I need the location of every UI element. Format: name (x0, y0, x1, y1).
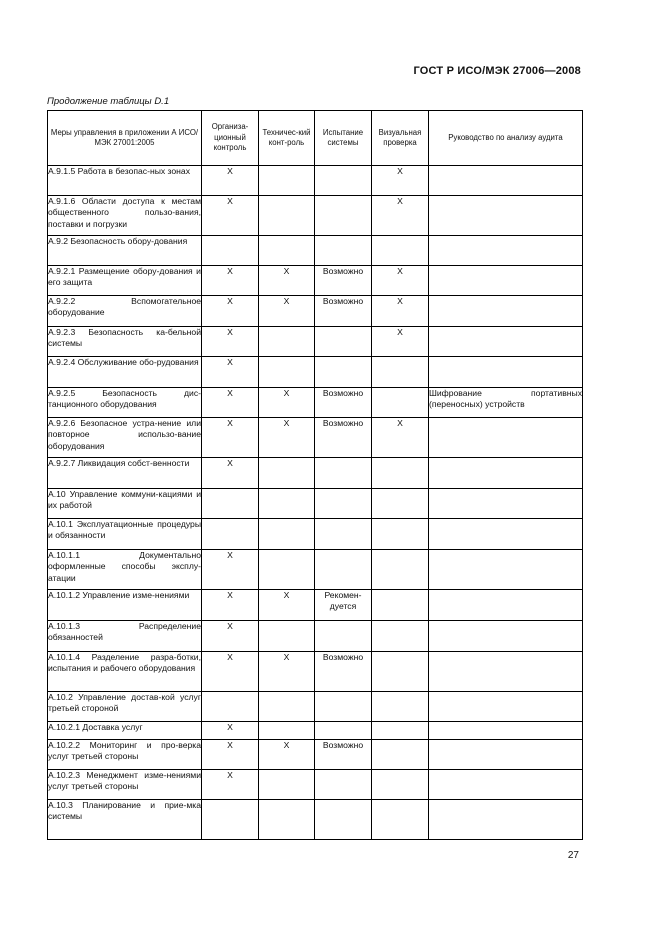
table-row (48, 357, 583, 388)
table-row (48, 196, 583, 236)
system-test-cell (315, 770, 372, 800)
organizational-cell: X (202, 266, 259, 296)
measure-cell: А.10.2.3 Менеджмент изме-нениями услуг третьей стороны (48, 770, 202, 800)
visual-check-cell: X (372, 266, 429, 296)
table-header-row (48, 111, 583, 166)
system-test-cell: Возможно (315, 266, 372, 296)
organizational-cell (202, 800, 259, 840)
measure-cell: А.10.2.2 Мониторинг и про-верка услуг третьей стороны (48, 740, 202, 770)
table-row (48, 236, 583, 266)
technical-cell: X (259, 740, 315, 770)
technical-cell (259, 166, 315, 196)
organizational-cell: X (202, 296, 259, 327)
measure-cell: А.9.1.5 Работа в безопас-ных зонах (48, 166, 202, 196)
visual-check-cell (372, 236, 429, 266)
technical-cell (259, 196, 315, 236)
measure-cell: А.10.1.4 Разделение разра-ботки, испытания и рабочего оборудования (48, 652, 202, 692)
column-header-measures: Меры управления в приложении А ИСО/МЭК 27001:2005 (48, 111, 202, 166)
column-header-system-test: Испытание системы (315, 111, 372, 166)
audit-guidance-cell (429, 652, 583, 692)
table-row (48, 166, 583, 196)
table-row (48, 722, 583, 740)
table-row (48, 519, 583, 550)
table-row (48, 266, 583, 296)
column-header-audit-guidance: Руководство по анализу аудита (429, 111, 583, 166)
visual-check-cell: X (372, 296, 429, 327)
measure-cell: А.9.2.7 Ликвидация собст-венности (48, 458, 202, 489)
audit-guidance-cell (429, 722, 583, 740)
system-test-cell: Возможно (315, 652, 372, 692)
system-test-cell (315, 489, 372, 519)
audit-guidance-cell (429, 621, 583, 652)
table-row (48, 296, 583, 327)
visual-check-cell (372, 770, 429, 800)
system-test-cell (315, 550, 372, 590)
table-row (48, 770, 583, 800)
technical-cell: X (259, 388, 315, 418)
technical-cell (259, 692, 315, 722)
system-test-cell (315, 166, 372, 196)
technical-cell: X (259, 590, 315, 621)
technical-cell (259, 770, 315, 800)
system-test-cell (315, 357, 372, 388)
measure-cell: А.9.2.2 Вспомогательное оборудование (48, 296, 202, 327)
visual-check-cell (372, 357, 429, 388)
organizational-cell: X (202, 770, 259, 800)
table-row (48, 388, 583, 418)
organizational-cell (202, 236, 259, 266)
technical-cell: X (259, 418, 315, 458)
audit-guidance-cell (429, 770, 583, 800)
measure-cell: А.10.2.1 Доставка услуг (48, 722, 202, 740)
column-header-technical: Техничес-кий конт-роль (259, 111, 315, 166)
table-row (48, 458, 583, 489)
table-row (48, 621, 583, 652)
audit-guidance-cell (429, 266, 583, 296)
system-test-cell (315, 327, 372, 357)
organizational-cell: X (202, 722, 259, 740)
measure-cell: А.9.2.4 Обслуживание обо-рудования (48, 357, 202, 388)
visual-check-cell (372, 489, 429, 519)
audit-guidance-cell (429, 740, 583, 770)
technical-cell (259, 800, 315, 840)
system-test-cell: Возможно (315, 388, 372, 418)
system-test-cell (315, 458, 372, 489)
page-number: 27 (567, 850, 579, 861)
system-test-cell: Возможно (315, 740, 372, 770)
technical-cell (259, 621, 315, 652)
audit-guidance-cell (429, 590, 583, 621)
measure-cell: А.9.2.3 Безопасность ка-бельной системы (48, 327, 202, 357)
system-test-cell: Рекомен-дуется (315, 590, 372, 621)
audit-guidance-cell: Шифрование портативных (переносных) устройств (429, 388, 583, 418)
column-header-visual-check: Визуальная проверка (372, 111, 429, 166)
visual-check-cell (372, 800, 429, 840)
measure-cell: А.9.1.6 Области доступа к местам общественного пользо-вания, поставки и погрузки (48, 196, 202, 236)
organizational-cell: X (202, 388, 259, 418)
document-standard-header: ГОСТ Р ИСО/МЭК 27006—2008 (413, 65, 581, 77)
organizational-cell: X (202, 357, 259, 388)
table-row (48, 652, 583, 692)
system-test-cell (315, 519, 372, 550)
audit-guidance-cell (429, 418, 583, 458)
audit-guidance-cell (429, 327, 583, 357)
technical-cell (259, 550, 315, 590)
table-row (48, 327, 583, 357)
audit-guidance-cell (429, 458, 583, 489)
measure-cell: А.9.2.1 Размещение обору-дования и его защита (48, 266, 202, 296)
audit-guidance-cell (429, 550, 583, 590)
system-test-cell (315, 722, 372, 740)
audit-guidance-cell (429, 196, 583, 236)
measure-cell: А.10.1.3 Распределение обязанностей (48, 621, 202, 652)
visual-check-cell: X (372, 327, 429, 357)
column-header-organizational: Организа-ционный контроль (202, 111, 259, 166)
organizational-cell (202, 489, 259, 519)
measure-cell: А.10.1.1 Документально оформленные способы эксплу-атации (48, 550, 202, 590)
system-test-cell: Возможно (315, 418, 372, 458)
table-row (48, 740, 583, 770)
table-row (48, 489, 583, 519)
system-test-cell (315, 196, 372, 236)
system-test-cell (315, 800, 372, 840)
organizational-cell: X (202, 458, 259, 489)
visual-check-cell: X (372, 418, 429, 458)
measure-cell: А.9.2 Безопасность обору-дования (48, 236, 202, 266)
organizational-cell: X (202, 652, 259, 692)
system-test-cell (315, 692, 372, 722)
measure-cell: А.9.2.6 Безопасное устра-нение или повторное использо-вание оборудования (48, 418, 202, 458)
technical-cell (259, 327, 315, 357)
technical-cell (259, 458, 315, 489)
organizational-cell: X (202, 327, 259, 357)
measure-cell: А.10 Управление коммуни-кациями и их работой (48, 489, 202, 519)
visual-check-cell (372, 722, 429, 740)
audit-guidance-cell (429, 692, 583, 722)
visual-check-cell (372, 550, 429, 590)
system-test-cell (315, 236, 372, 266)
measure-cell: А.10.1.2 Управление изме-нениями (48, 590, 202, 621)
audit-guidance-cell (429, 519, 583, 550)
organizational-cell: X (202, 166, 259, 196)
technical-cell (259, 489, 315, 519)
audit-guidance-cell (429, 236, 583, 266)
audit-guidance-cell (429, 357, 583, 388)
organizational-cell (202, 519, 259, 550)
table-row (48, 800, 583, 840)
measure-cell: А.10.2 Управление достав-кой услуг третьей стороной (48, 692, 202, 722)
controls-audit-table (47, 110, 583, 840)
organizational-cell (202, 692, 259, 722)
visual-check-cell: X (372, 196, 429, 236)
organizational-cell: X (202, 740, 259, 770)
visual-check-cell (372, 519, 429, 550)
technical-cell (259, 519, 315, 550)
organizational-cell: X (202, 196, 259, 236)
technical-cell: X (259, 266, 315, 296)
technical-cell (259, 722, 315, 740)
table-continuation-caption: Продолжение таблицы D.1 (47, 96, 170, 107)
measure-cell: А.10.1 Эксплуатационные процедуры и обязанности (48, 519, 202, 550)
table-row (48, 550, 583, 590)
visual-check-cell: X (372, 166, 429, 196)
visual-check-cell (372, 740, 429, 770)
audit-guidance-cell (429, 296, 583, 327)
visual-check-cell (372, 388, 429, 418)
visual-check-cell (372, 458, 429, 489)
audit-guidance-cell (429, 489, 583, 519)
table-row (48, 590, 583, 621)
table-row (48, 692, 583, 722)
organizational-cell: X (202, 550, 259, 590)
visual-check-cell (372, 652, 429, 692)
technical-cell (259, 357, 315, 388)
technical-cell (259, 236, 315, 266)
audit-guidance-cell (429, 800, 583, 840)
table-row (48, 418, 583, 458)
audit-guidance-cell (429, 166, 583, 196)
visual-check-cell (372, 621, 429, 652)
organizational-cell: X (202, 621, 259, 652)
visual-check-cell (372, 692, 429, 722)
technical-cell: X (259, 296, 315, 327)
measure-cell: А.10.3 Планирование и прие-мка системы (48, 800, 202, 840)
technical-cell: X (259, 652, 315, 692)
measure-cell: А.9.2.5 Безопасность дис-танционного оборудования (48, 388, 202, 418)
visual-check-cell (372, 590, 429, 621)
system-test-cell: Возможно (315, 296, 372, 327)
organizational-cell: X (202, 590, 259, 621)
system-test-cell (315, 621, 372, 652)
organizational-cell: X (202, 418, 259, 458)
